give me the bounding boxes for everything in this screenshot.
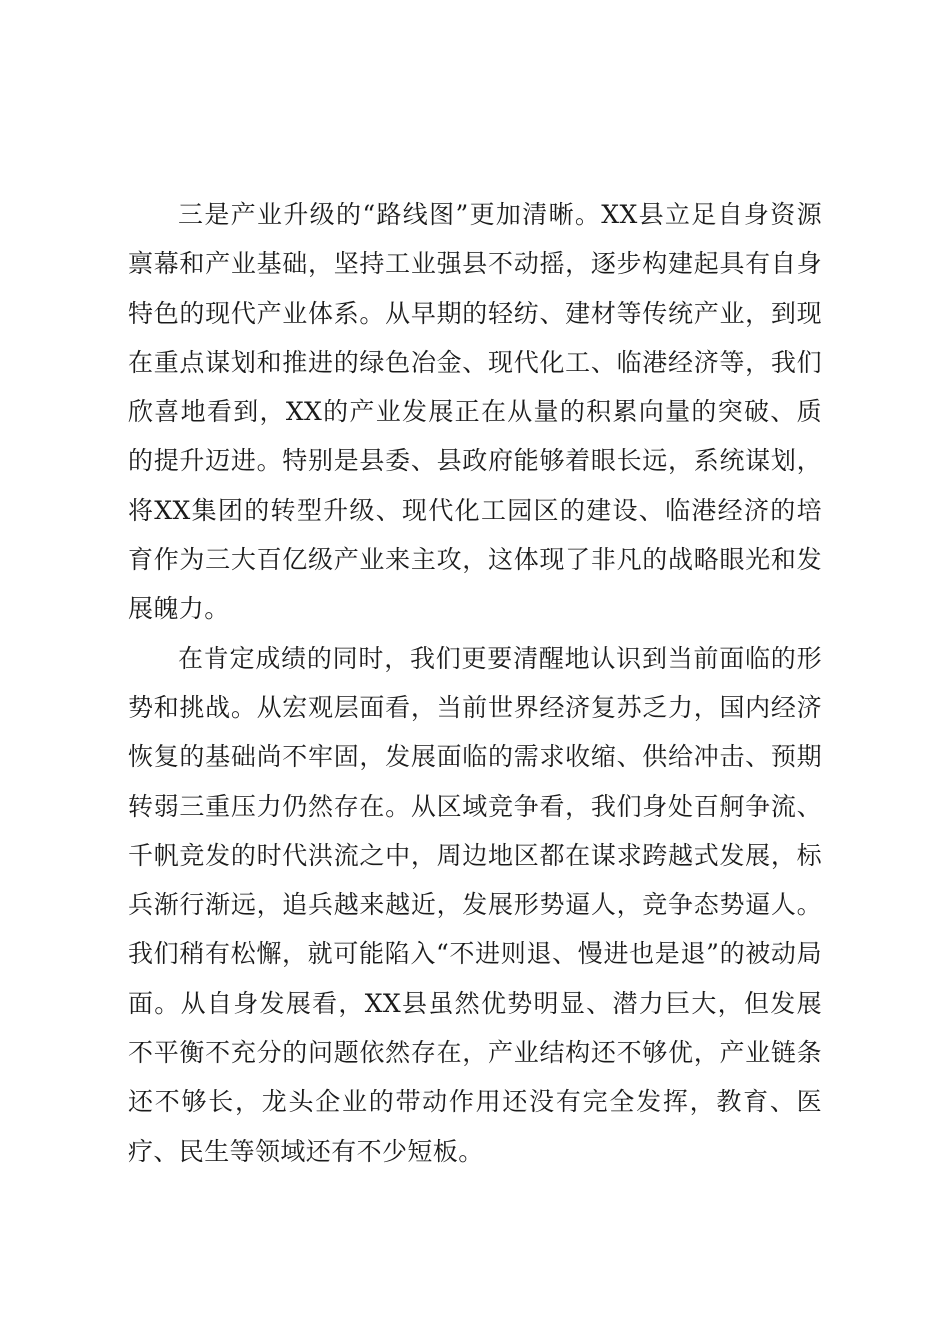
document-body: [128, 190, 822, 1176]
paragraph-industry-upgrade: 三是产业升级的“路线图”更加清晰。XX县立足自身资源禀幕和产业基础，坚持工业强县不动摇，逐步构建起具有自身特色的现代产业体系。从早期的轻纺、建材等传统产业，到现在重点谋划和推进的绿色冶金、现代化工、临港经济等，我们欣喜地看到，XX的产业发展正在从量的积累向量的突破、质的提升迈进。特别是县委、县政府能够着眼长远，系统谋划，将XX集团的转型升级、现代化工园区的建设、临港经济的培育作为三大百亿级产业来主攻，这体现了非凡的战略眼光和发展魄力。: [128, 200, 822, 624]
paragraph-challenges: 在肯定成绩的同时，我们更要清醒地认识到当前面临的形势和挑战。从宏观层面看，当前世界经济复苏乏力，国内经济恢复的基础尚不牢固，发展面临的需求收缩、供给冲击、预期转弱三重压力仍然存在。从区域竞争看，我们身处百舸争流、千帆竞发的时代洪流之中，周边地区都在谋求跨越式发展，标兵渐行渐远，追兵越来越近，发展形势逼人，竞争态势逼人。我们稍有松懈，就可能陷入“不进则退、慢进也是退”的被动局面。从自身发展看，XX县虽然优势明显、潜力巨大，但发展不平衡不充分的问题依然存在，产业结构还不够优，产业链条还不够长，龙头企业的带动作用还没有完全发挥，教育、医疗、民生等领域还有不少短板。: [128, 643, 822, 1166]
